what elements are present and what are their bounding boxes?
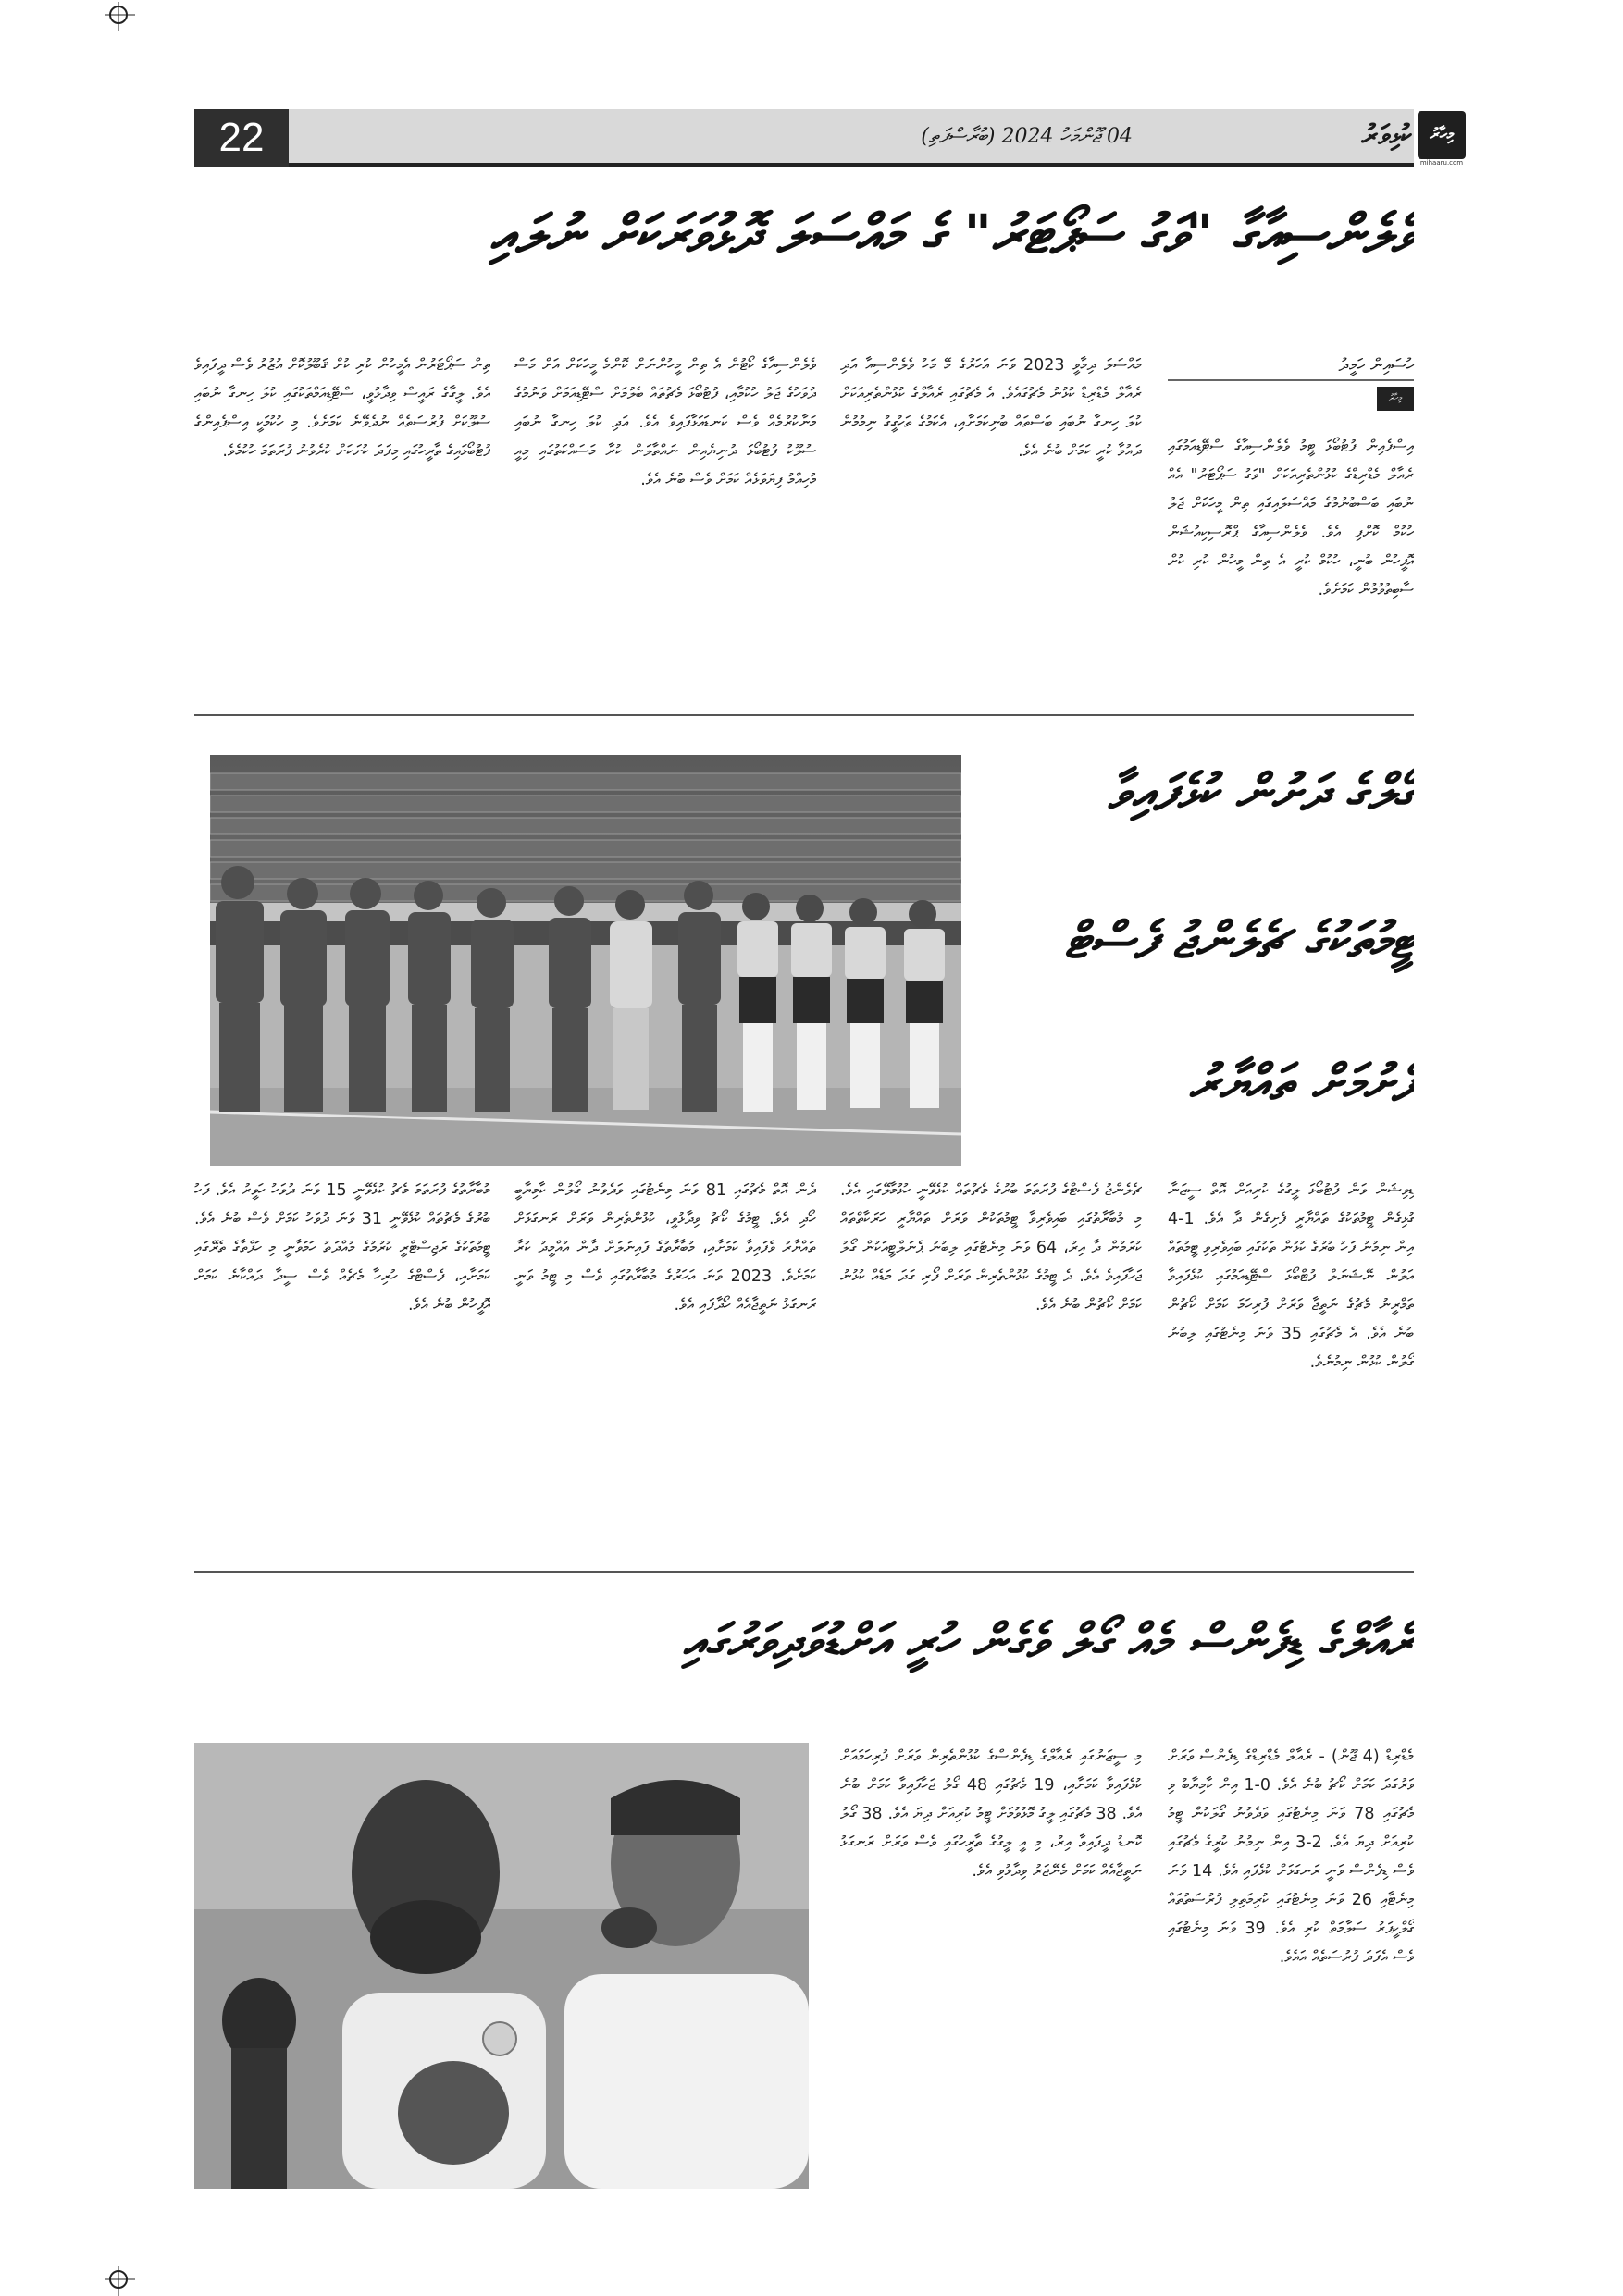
story2-headline-line-1: ގޯލްގެ ދަށުން ކުޅެފައިވާ xyxy=(1108,762,1414,821)
story2-headline-line-2: ޓީމުތަކުގެ ޗެލެންޖު ފެސްޓް xyxy=(1064,910,1414,969)
registration-mark-bottom xyxy=(109,2270,128,2289)
team-lineup-photo xyxy=(210,755,961,1166)
story1-column-1: އިސްފެއިން ފުޓުބޯޅަ ޓީމު ވެލެންސިއާގެ ސްޓޭޑިއަމުގައި ރެއާލް މެޑްރިޑްގެ ކުޅުންތެރިއަކަށް "ވަގު ސަޕޯޓަރު" އެއް ނުބައި ބަސްބުނުމުގެ މައްސަލައިގައި ތިން މީހަކަށް ޖަލު ހުކުމް ކޮށްފި އެވެ. ވެލެންސިއާގެ ޕްރޮސިކިއުޝަން އޮފީހުން ބުނީ، ހުކުމް ކުރީ އެ ތިން މީހުން ކުރި ކުށް ސާބިތުވުމުން ކަމަށެވެ. xyxy=(1168,438,1414,599)
story2-column-3: ދެން އޮތް މެޗުގައި 81 ވަނަ މިނެޓުގައި ވަދެވުނު ގޯލުން ކާމިޔާބީ ހޯދި އެވެ. ޓީމުގެ ކޯޗު ވިދާޅުވީ، ކުޅުންތެރިން ވަރަށް ރަނގަޅަށް ތައްޔާރު ވެފައިވާ ކަމަށާއި، މުބާރާތުގެ ފައިނަލަށް ދާން އުއްމީދު ކުރާ ކަމަށެވެ. 2023 ވަނަ އަހަރުގެ މުބާރާތުގައި ވެސް މި ޓީމު ވަނީ ރަނގަޅު ނަތީޖާއެއް ހޯދާފައި އެވެ. xyxy=(514,1181,816,1315)
section-title: ކުޅިވަރު xyxy=(1361,119,1412,152)
story2-column-1: ޑިވިޝަން ވަން ފުޓުބޯޅަ ލީގުގެ ކުރިއަށް އޮތް ސީޒަނާ ގުޅިގެން ޓީމުތަކުގެ ތައްޔާރީ ފެށިގެން ދާ އެވެ. 1-4 އިން ނިމުނު ފަހު ބުރުގެ ކުޅުން ތަކުގައި ބައިވެރިވި ޓީމުތައް އަލުން ނޭޝަނަލް ފުޓްބޯޅަ ސްޓޭޑިއަމުގައި ކުޅެފައިވާ ތަމްރީނު މެޗުގެ ނަތީޖާ ވަރަށް ފުރިހަމަ ކަމަށް ކޯޗުން ބުނެ އެވެ. އެ މެޗުގައި 35 ވަނަ މިނެޓުގައި ލިބުނު ގޯލުން ކުޅުން ނިމުނެވެ. xyxy=(1168,1181,1414,1372)
logo-url: mihaaru.com xyxy=(1419,159,1464,167)
story3-column-2: މި ސީޒަނުގައި ރެއާލްގެ ޑިފެންސްގެ ކުޅުންތެރިން ވަރަށް ފުރިހަމައަށް ކުޅެފައިވާ ކަމަށާއި، 19 މެޗުގައި 48 ގޯލު ޖަހާފައިވާ ކަމަށް ބުނެ އެވެ. 38 މެޗުގައި ލީގު މޮޅުވުމަށް ޓީމު ކުރިއަށް ދިޔަ އެވެ. 38 ގޯލު ކޮނޑު ދީފައިވާ އިރު، މި އީ ލީގުގެ ތާރީހުގައި ވެސް ވަރަށް ރަނގަޅު ނަތީޖާއެއް ކަމަށް މެނޭޖަރު ވިދާޅުވި އެވެ. xyxy=(840,1747,1142,1881)
story1-byline xyxy=(1168,355,1414,411)
story3-headline: ރެއާލްގެ ޑިފެންސް މެއް ގޯލް ވެގެން ހުރީ އަށްޑުވަދިވަރުގައި xyxy=(682,1613,1414,1670)
story1-column-4: ތިން ސަޕޯޓަރުން އެމީހުން ކުރި ކުށް ޤަބޫލުކޮށް އުޒުރު ވެސް ދީފައިވެ އެވެ. ލީގާގެ ރައީސް ވިދާޅުވީ، ސްޓޭޑިއަމްތަކުގައި ކުލަ ހިނގާ ނުބައި ސުލޫކަށް ފުރުސަތެއް ނުދެވޭނެ ކަމަށެވެ. މި ހުކުމަކީ އިސްޕެއިންގެ ފުޓުބޯޅައިގެ ތާރީހުގައި މިފަދަ ކުށަކަށް ކުރެވުނު ފުރަތަމަ ހުކުމެވެ. xyxy=(194,356,490,461)
section-divider-1 xyxy=(194,714,1414,716)
story2-column-4: މުބާރާތުގެ ފުރަތަމަ މެޗު ކުޅެވޭނީ 15 ވަނަ ދުވަހު ހަވީރު އެވެ. ފަހު ބުރުގެ މެޗުތައް ކުޅެވޭނީ 31 ވަނަ ދުވަހު ކަމަށް ވެސް ބުނެ އެވެ. ޓީމުތަކުގެ ރަޖިސްޓްރީ ކުރުމުގެ މުއްދަތު ހަމަވާނީ މި ހަފްތާގެ ތެރޭގައި ކަމަށާއި، ފެސްޓްގެ ހުރިހާ މެޗެއް ވެސް ސީދާ ދައްކާނެ ކަމަށް އޮފީހުން ބުނެ އެވެ. xyxy=(194,1181,490,1315)
stadium-lineup-image xyxy=(210,755,961,1166)
byline-logo-icon: މިހާރު xyxy=(1377,387,1414,411)
story3-column-1: މެޑްރިޑް (4 ޖޫން) - ރެއާލް މެޑްރިޑްގެ ޑިފެންސް ވަރަށް ވަރުގަދަ ކަމަށް ކޯޗު ބުނެ އެވެ. 0-1 އިން ކާމިޔާބު ވި މެޗުގައި 78 ވަނަ މިނެޓުގައި ވަދެވުނު ގޯލަކުން ޓީމު ކުރިއަށް ދިޔަ އެވެ. 2-3 އިން ނިމުނު ކުރީގެ މެޗުގައި ވެސް ޑިފެންސް ވަނީ ރަނގަޅަށް ކުޅެފައި އެވެ. 14 ވަނަ މިނެޓާއި 26 ވަނަ މިނެޓުގައި ކުރިމަތިލި ފުރުސަތުތައް ގޯލްކީޕަރު ސަލާމަތް ކުރި އެވެ. 39 ވަނަ މިނެޓުގައި ވެސް އެފަދަ ފުރުސަތެއް އައެވެ. xyxy=(1168,1747,1414,1967)
byline-rule xyxy=(1168,379,1414,381)
players-celebrating-photo xyxy=(194,1743,809,2189)
story1-column-2: މައްސަލަ ދިމާވީ 2023 ވަނަ އަހަރުގެ މޭ މަހު ވެލެންސިއާ އަދި ރެއާލް މެޑްރިޑް ކުޅުނު މެޗުގައެވެ. އެ މެޗުގައި ރެއާލްގެ ކުޅުންތެރިއަކަށް ކުލަ ހިނގާ ނުބައި ބަސްތައް ބުނިކަމަށާއި، އެކަމުގެ ތަހުގީގު ނިމުމުން ދައުވާ ކުރީ ކަމަށް ބުނެ އެވެ. xyxy=(840,356,1142,461)
byline-author: ހުސައިން ހަމީދު xyxy=(1338,355,1414,376)
page-number: 22 xyxy=(194,109,289,167)
celebration-image xyxy=(194,1743,809,2189)
story1-headline: ވެލެންސިއާގާ "ވަގު ސަޕޯޓަރު" ގެ މައްސަލަ ދޮޅުވަރަކަށް ނުލައި xyxy=(489,203,1414,265)
issue-date: 04 ޖޫންމަހު 2024 (ބުރާސްފަތި) xyxy=(921,125,1133,148)
registration-mark-top xyxy=(109,6,128,24)
story2-column-2: ޗެލެންޖު ފެސްޓްގެ ފުރަތަމަ ބުރުގެ މެޗުތައް ކުޅެވޭނީ ހުޅުމާލޭގައި އެވެ. މި މުބާރާތުގައި ބައިވެރިވާ ޓީމުތަކުން ވަރަށް ތައްޔާރީ ހަރަކާތްތައް ކުރަމުން ދާ އިރު، 64 ވަނަ މިނެޓުގައި ލިބުނު ޕެނަލްޓީއަކުން ގޯލު ޖަހާފައިވެ އެވެ. ދެ ޓީމުގެ ކުޅުންތެރިން ވަރަށް ފޯރި ގަދަ މަޑެއް ކުޅުނު ކަމަށް ކޯޗުން ބުނެ އެވެ. xyxy=(840,1181,1142,1315)
story1-column-3: ވެލެންސިއާގެ ކޯޓުން އެ ތިން މީހުންނަށް ކޮންމެ މީހަކަށް އަށް މަސް ދުވަހުގެ ޖަލު ހުކުމާއި، ފުޓުބޯޅަ މެޗުތައް ބެލުމަށް ސްޓޭޑިއަމަށް ވަނުމުގެ މަނާކުރުމެއް ވެސް ކަނޑައަޅާފައިވެ އެވެ. އަދި ކުލަ ހިނގާ ނުބައި ސުލޫކު ފުޓުބޯޅަ ދުނިޔެއިން ނައްތާލަން ކުރާ މަސައްކަތުގައި މިއީ މުހިއްމު ފިޔަވަޅެއް ކަމަށް ވެސް ބުނެ އެވެ. xyxy=(514,356,816,489)
newspaper-logo: މިހާރު xyxy=(1418,111,1466,159)
section-divider-2 xyxy=(194,1571,1414,1573)
story2-headline-line-3: ފެށުމަށް ތައްޔާރު xyxy=(1189,1053,1414,1112)
